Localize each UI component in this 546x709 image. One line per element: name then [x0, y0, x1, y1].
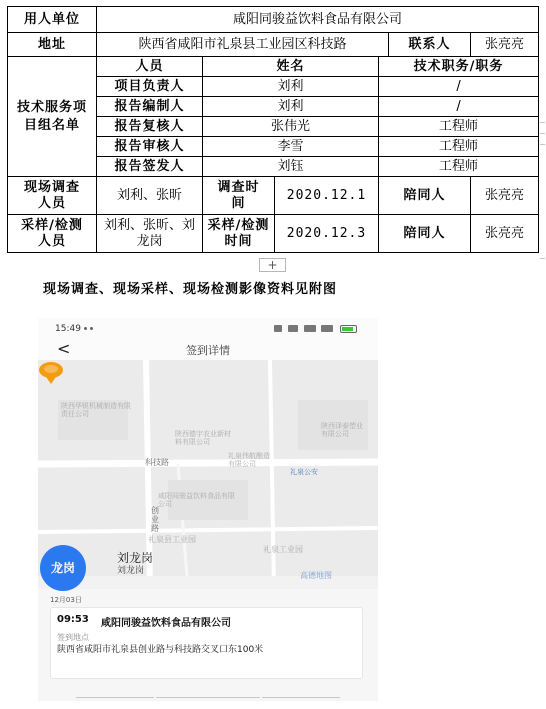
map-label: 礼泉县工业园 — [148, 535, 196, 544]
alarm-icon — [274, 325, 282, 332]
survey-accompany-label: 陪同人 — [379, 177, 471, 215]
map-roads — [38, 360, 378, 589]
notification-icon — [90, 327, 93, 330]
group-label: 技术服务项目组名单 — [8, 57, 97, 177]
map-label: 礼泉伟航酿造有限公司 — [228, 452, 270, 468]
unit-value: 咸阳同骏益饮料食品有限公司 — [97, 7, 539, 33]
map-label: 陕西华锐机械制造有限责任公司 — [61, 402, 131, 418]
sample-accompany: 张亮亮 — [471, 215, 539, 253]
role-name: 刘钰 — [203, 157, 379, 177]
role-label: 报告审核人 — [97, 137, 203, 157]
road-label: 科技路 — [145, 458, 169, 467]
map-label: 咸阳同骏益饮料食品有限公司 — [158, 492, 235, 508]
avatar: 龙岗 — [40, 545, 86, 591]
status-bar — [38, 318, 378, 338]
table-expand-button[interactable]: + — [259, 258, 286, 272]
survey-time-label: 调查时间 — [203, 177, 275, 215]
role-title: 工程师 — [379, 157, 539, 177]
col-title-header: 技术职务/职务 — [379, 57, 539, 77]
notification-icon — [84, 327, 87, 330]
wifi-icon — [288, 325, 298, 332]
sample-date: 2020.12.3 — [275, 215, 379, 253]
sample-people: 刘利、张昕、刘龙岗 — [97, 215, 203, 253]
checkin-company: 咸阳同骏益饮料食品有限公司 — [101, 618, 231, 629]
checkin-screenshot — [38, 318, 378, 701]
back-icon[interactable]: < — [57, 339, 71, 358]
attachment-caption: 现场调查、现场采样、现场检测影像资料见附图 — [43, 282, 338, 297]
survey-label: 现场调查人员 — [8, 177, 97, 215]
role-title: / — [379, 77, 539, 97]
role-title: / — [379, 97, 539, 117]
info-table — [7, 6, 539, 253]
sample-time-label: 采样/检测时间 — [203, 215, 275, 253]
location-pin-icon — [38, 360, 64, 386]
location-address: 陕西省咸阳市礼泉县创业路与科技路交叉口东100米 — [57, 645, 264, 655]
map-label: 礼泉工业园 — [263, 545, 303, 554]
map-poi: 礼泉公安 — [290, 468, 318, 476]
col-person-header: 人员 — [97, 57, 203, 77]
checkin-date: 12月03日 — [50, 596, 82, 604]
signal-icon — [321, 325, 333, 332]
survey-people: 刘利、张昕 — [97, 177, 203, 215]
address-value: 陕西省咸阳市礼泉县工业园区科技路 — [97, 33, 389, 57]
title-bar — [38, 338, 378, 360]
survey-date: 2020.12.1 — [275, 177, 379, 215]
map-label: 陕西德宇农业新材料有限公司 — [175, 430, 231, 446]
user-name: 刘龙岗 — [117, 551, 154, 565]
role-title: 工程师 — [379, 137, 539, 157]
battery-icon — [340, 325, 357, 333]
role-name: 刘利 — [203, 77, 379, 97]
checkin-time: 09:53 — [57, 614, 89, 625]
role-label: 报告签发人 — [97, 157, 203, 177]
checkin-card[interactable] — [50, 607, 363, 679]
survey-accompany: 张亮亮 — [471, 177, 539, 215]
screen-title: 签到详情 — [186, 344, 230, 357]
sample-accompany-label: 陪同人 — [379, 215, 471, 253]
address-label: 地址 — [8, 33, 97, 57]
contact-label: 联系人 — [389, 33, 471, 57]
amap-logo: 高德地图 — [300, 571, 332, 580]
role-title: 工程师 — [379, 117, 539, 137]
role-name: 刘利 — [203, 97, 379, 117]
role-label: 报告编制人 — [97, 97, 203, 117]
signal-icon — [304, 325, 316, 332]
role-label: 报告复核人 — [97, 117, 203, 137]
status-time: 15:49 — [55, 324, 81, 334]
unit-label: 用人单位 — [8, 7, 97, 33]
col-name-header: 姓名 — [203, 57, 379, 77]
role-label: 项目负责人 — [97, 77, 203, 97]
contact-value: 张亮亮 — [471, 33, 539, 57]
map-view[interactable] — [38, 360, 378, 589]
road-label: 创业路 — [151, 506, 159, 533]
sample-label: 采样/检测人员 — [8, 215, 97, 253]
location-label: 签到地点 — [57, 633, 89, 642]
role-name: 张伟光 — [203, 117, 379, 137]
role-name: 李雪 — [203, 137, 379, 157]
map-label: 陕西泽泰塑业有限公司 — [321, 422, 363, 438]
user-subtitle: 刘龙岗 — [117, 566, 145, 576]
